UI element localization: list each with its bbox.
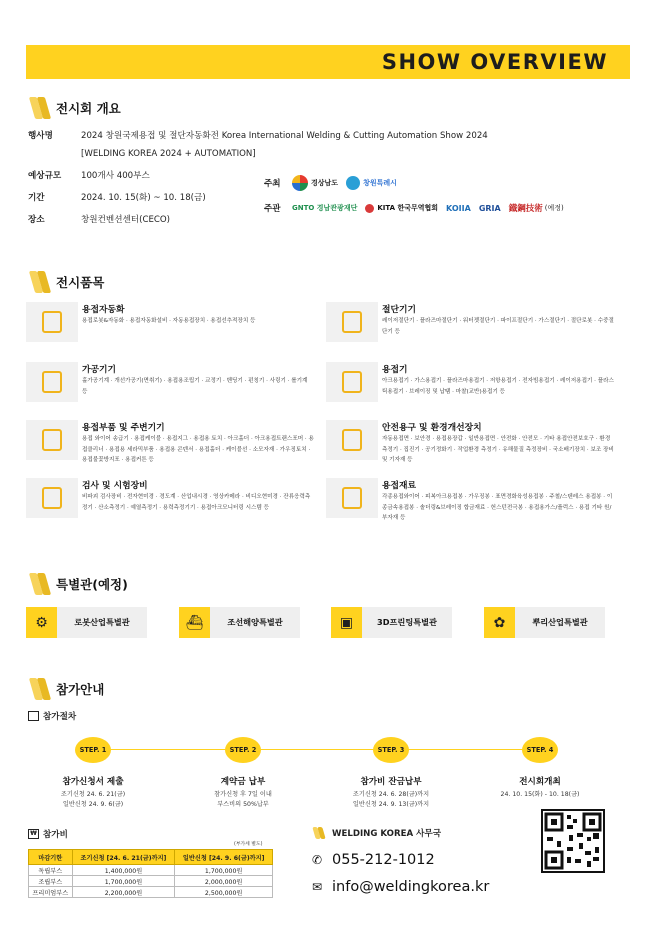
procedure-heading: 참가절차 xyxy=(28,710,76,722)
sparking-tool-icon xyxy=(26,362,78,402)
overview-row-period: 기간 2024. 10. 15(화) ~ 10. 18(금) xyxy=(28,193,206,203)
table-row: 독립부스 1,400,000원 1,700,000원 xyxy=(29,865,273,876)
exhibit-welding-materials: 용접재료 각종용접와이어 · 피복아크용접봉 · 가우징봉 · 표면경화육성용접봉 · 주철/스텐레스 용접봉 · 이종금속용접봉 · 솔더링&브레이징 합금재료 · 헌스턴전극봉 · 용접용가스/플럭스 · 용접 기타 원/부자재 등 xyxy=(326,478,616,524)
organizer-logo-gria: GRIA xyxy=(478,203,501,213)
step-2: STEP. 2 계약금 납부 참가신청 후 7일 이내 부스비의 50%납부 xyxy=(183,737,303,810)
participation-title: 참가안내 xyxy=(56,682,105,697)
organizer-logo-koiia: KOIIA xyxy=(446,203,471,213)
mail-icon: ✉ xyxy=(312,880,323,894)
overview-heading xyxy=(28,97,121,119)
section-marker-icon xyxy=(28,271,52,293)
special-shipbuilding: ⛴ 조선해양특별관 xyxy=(179,607,300,638)
robot-arm-icon xyxy=(26,302,78,342)
overview-row-venue: 장소 창원컨벤션센터(CECO) xyxy=(28,215,171,225)
fee-header: 조기신청 [24. 6. 21(금)까지] xyxy=(72,850,175,865)
overview-title: 전시회 개요 xyxy=(56,101,121,116)
table-row: 조립부스 1,700,000원 2,000,000원 xyxy=(29,876,273,887)
step-badge: STEP. 1 xyxy=(75,737,111,763)
organizer-logo-kita: KITA 한국무역협회 xyxy=(365,203,438,213)
organizer-row xyxy=(264,202,572,214)
exhibit-welding-automation: 용접자동화 용접로봇&자동화 · 용접자동화설비 · 자동용접장치 · 용접선추적장치 등 xyxy=(26,302,316,348)
exhibits-title: 전시품목 xyxy=(56,275,105,290)
fee-unit-note: (부가세 별도) xyxy=(234,842,263,847)
step-4: STEP. 4 전시회개최 24. 10. 15(화) - 10. 18(금) xyxy=(480,737,600,800)
step-3: STEP. 3 참가비 잔금납부 조기신청 24. 6. 28(금)까지 일반신청 24. 9. 13(금)까지 xyxy=(331,737,451,810)
special-title: 특별관(예정) xyxy=(56,577,128,592)
organizer-logo-steel-tech: 鐵鋼技術 xyxy=(508,204,543,214)
step-badge: STEP. 2 xyxy=(225,737,261,763)
exhibit-processing-machines: 가공기기 홀가공기계 · 개선가공기(면취기) · 용접용조립기 · 교정기 · 벤딩기 · 펀칭기 · 사링기 · 롤기계 등 xyxy=(26,362,316,408)
special-3d-printing: ▣ 3D프린팅특별관 xyxy=(331,607,452,638)
host-logo-gyeongnam: 경상남도 xyxy=(292,175,338,191)
welding-rods-icon xyxy=(326,478,378,518)
3d-printer-icon: ▣ xyxy=(331,607,362,638)
exhibit-cutting-machines: 절단기기 레이저절단기 · 플라즈마절단기 · 워터젯절단기 · 파이프절단기 · 가스절단기 · 절단로봇 · 수중절단기 등 xyxy=(326,302,616,348)
office-email[interactable]: ✉ info@weldingkorea.kr xyxy=(312,879,490,895)
host-label: 주최 xyxy=(264,179,281,189)
step-badge: STEP. 3 xyxy=(373,737,409,763)
host-logo-changwon: 창원특례시 xyxy=(346,176,397,190)
overview-row-name: 행사명 2024 창원국제용접 및 절단자동화전 Korea International Welding & Cutting Automation Show 2024 xyxy=(28,131,488,141)
phone-icon: ✆ xyxy=(312,853,323,867)
banner-title: SHOW OVERVIEW xyxy=(381,50,608,74)
office-heading: WELDING KOREA 사무국 xyxy=(312,827,441,839)
cutting-torch-icon xyxy=(326,302,378,342)
special-heading xyxy=(28,573,128,595)
wire-feeder-icon xyxy=(26,420,78,460)
step-1: STEP. 1 참가신청서 제출 조기신청 24. 6. 21(금) 일반신청 24. 9. 6(금) xyxy=(33,737,153,810)
fee-header: 마감기한 xyxy=(29,850,73,865)
participation-heading xyxy=(28,678,104,700)
office-phone[interactable]: ✆ 055-212-1012 xyxy=(312,852,435,868)
fee-table xyxy=(28,849,273,898)
step-connector-line xyxy=(93,749,543,750)
exhibit-welding-parts: 용접부품 및 주변기기 용접 와이어 송급기 · 용접케이블 · 용접지그 · 용접용 토치 · 아크홀더 · 아크용접트랜스포머 · 용접클리너 · 용접용 세라믹부품 · 용접용 콘덴서 · 용접홀더 · 케이블선 · 소모자재 · 가우징토치 · 용접불꽃방지포 · 용접커튼 등 xyxy=(26,420,316,466)
ship-icon: ⛴ xyxy=(179,607,210,638)
table-row: 프리미엄부스 2,200,000원 2,500,000원 xyxy=(29,887,273,898)
exhibits-heading xyxy=(28,271,104,293)
section-marker-icon xyxy=(28,573,52,595)
welding-torch-icon xyxy=(326,362,378,402)
organizer-label: 주관 xyxy=(264,204,281,214)
exhibit-safety-equipment: 안전용구 및 환경개선장치 자동용접면 · 보안경 · 용접용장갑 · 일반용접면 · 안전화 · 안전모 · 기타 용접안전보호구 · 환경측정기 · 집진기 · 공기정화기 · 작업환경 측정기 · 유해물질 측정장비 · 국소배기장치 · 보조 장비 및 기자재 등 xyxy=(326,420,616,466)
inspection-device-icon xyxy=(26,478,78,518)
special-robot-industry: ⚙ 로봇산업특별관 xyxy=(26,607,147,638)
won-icon: ₩ xyxy=(28,829,39,839)
show-overview-banner xyxy=(26,45,630,79)
robot-icon: ⚙ xyxy=(26,607,57,638)
section-marker-icon xyxy=(28,97,52,119)
exhibit-welders: 용접기 아크용접기 · 가스용접기 · 플라즈마용접기 · 저항용접기 · 전자빔용접기 · 레이저용접기 · 플라스틱용접기 · 브레이징 및 납땜 · 마찰(교반)용접기 등 xyxy=(326,362,616,408)
qr-code[interactable] xyxy=(541,809,605,873)
organizer-tentative-note: (예정) xyxy=(544,204,564,212)
calendar-icon xyxy=(28,711,39,721)
exhibit-inspection-equipment: 검사 및 시험장비 비파괴 검사장비 · 전자현미경 · 경도계 · 산업내시경 · 영상카메라 · 비디오현미경 · 잔류응력측정기 · 산소측정기 · 예열측정기 · 용력측정기기 · 용접아크모니터링 시스템 등 xyxy=(26,478,316,524)
welding-mask-icon xyxy=(326,420,378,460)
overview-row-scale: 예상규모 100개사 400부스 xyxy=(28,171,150,181)
special-root-industry: ✿ 뿌리산업특별관 xyxy=(484,607,605,638)
overview-row-name-cont: [WELDING KOREA 2024 + AUTOMATION] xyxy=(81,149,256,159)
fee-heading: ₩ 참가비 xyxy=(28,828,68,840)
section-marker-icon xyxy=(28,678,52,700)
organizer-logo-gnto: GNTO 경남관광재단 xyxy=(292,204,358,212)
section-marker-icon xyxy=(312,827,328,839)
step-badge: STEP. 4 xyxy=(522,737,558,763)
fee-header: 일반신청 [24. 9. 6(금)까지] xyxy=(175,850,273,865)
host-row xyxy=(264,175,405,191)
sprout-icon: ✿ xyxy=(484,607,515,638)
